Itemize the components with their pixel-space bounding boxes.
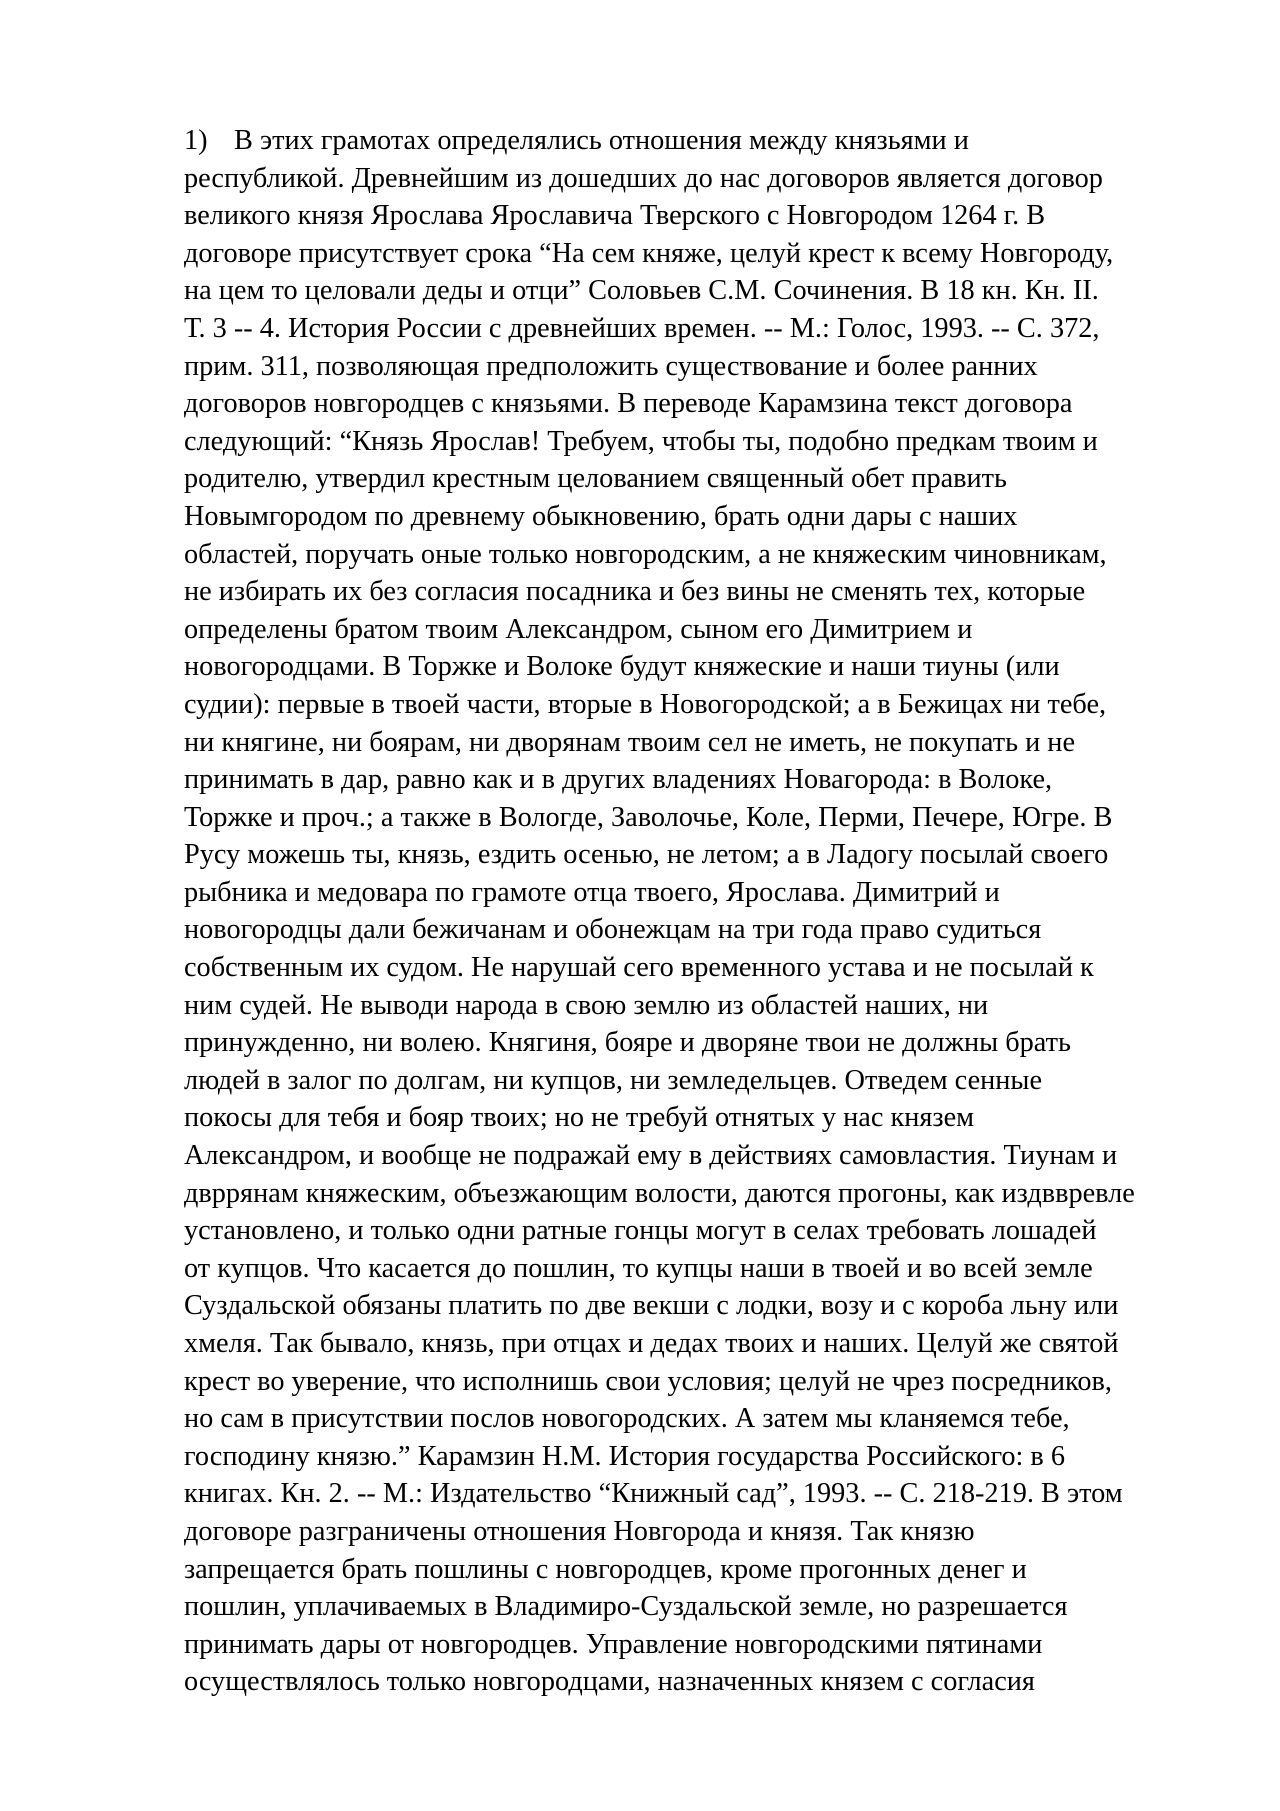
text-line: от купцов. Что касается до пошлин, то купцы наши в твоей и во всей земле	[184, 1252, 1093, 1284]
text-line: Суздальской обязаны платить по две векши с лодки, возу и с короба льну или	[184, 1290, 1119, 1322]
text-line: книгах. Кн. 2. -- М.: Издательство “Книжный сад”, 1993. -- С. 218-219. В этом	[184, 1478, 1123, 1510]
text-line: собственным их судом. Не нарушай сего временного устава и не посылай к	[184, 952, 1094, 984]
text-line: республикой. Древнейшим из дошедших до нас договоров является договор	[184, 162, 1103, 194]
text-line: судии): первые в твоей части, вторые в Новогородской; а в Бежицах ни тебе,	[184, 688, 1107, 720]
text-line: покосы для тебя и бояр твоих; но не требуй отнятых у нас князем	[184, 1102, 975, 1134]
footnote-paragraph	[184, 122, 1196, 1701]
text-line: ни княгине, ни боярам, ни дворянам твоим сел не иметь, не покупать и не	[184, 726, 1076, 758]
text-line: принимать в дар, равно как и в других владениях Новагорода: в Волоке,	[184, 764, 1053, 796]
list-marker: 1)	[184, 125, 208, 156]
text-line: Новымгородом по древнему обыкновению, брать одни дары с наших	[184, 500, 1018, 532]
text-line: договоров новгородцев с князьями. В переводе Карамзина текст договора	[184, 388, 1073, 420]
text-line: господину князю.” Карамзин Н.М. История государства Российского: в 6	[184, 1440, 1066, 1472]
text-line: великого князя Ярослава Ярославича Тверского с Новгородом 1264 г. В	[184, 200, 1046, 232]
text-line: пошлин, уплачиваемых в Владимиро-Суздальской земле, но разрешается	[184, 1591, 1068, 1623]
text-line: запрещается брать пошлины с новгородцев, кроме прогонных денег и	[184, 1553, 1027, 1585]
text-line: двррянам княжеским, объезжающим волости, даются прогоны, как издввревле	[184, 1177, 1135, 1209]
text-line: областей, поручать оные только новгородским, а не княжеским чиновникам,	[184, 538, 1107, 570]
text-line: осуществлялось только новгородцами, назначенных князем с согласия	[184, 1666, 1035, 1698]
line-text: В этих грамотах определялись отношения между князьями и	[234, 125, 969, 156]
text-line: договоре присутствует срока “На сем княже, целуй крест к всему Новгороду,	[184, 237, 1114, 269]
text-line: на цем то целовали деды и отци” Соловьев С.М. Сочинения. В 18 кн. Кн. II.	[184, 275, 1099, 307]
text-line: принужденно, ни волею. Княгиня, бояре и дворяне твои не должны брать	[184, 1027, 1071, 1059]
text-line: прим. 311, позволяющая предположить существование и более ранних	[184, 350, 1038, 382]
text-line: Русу можешь ты, князь, ездить осенью, не летом; а в Ладогу посылай своего	[184, 839, 1109, 871]
text-line: Александром, и вообще не подражай ему в действиях самовластия. Тиунам и	[184, 1140, 1118, 1172]
text-line: рыбника и медовара по грамоте отца твоего, Ярослава. Димитрий и	[184, 876, 1000, 908]
text-line: хмеля. Так бывало, князь, при отцах и дедах твоих и наших. Целуй же святой	[184, 1328, 1119, 1359]
text-line: следующий: “Князь Ярослав! Требуем, чтобы ты, подобно предкам твоим и	[184, 425, 1098, 457]
text-line: ним судей. Не выводи народа в свою землю из областей наших, ни	[184, 989, 989, 1021]
text-line: определены братом твоим Александром, сыном его Димитрием и	[184, 613, 973, 645]
text-line: Торжке и проч.; а также в Вологде, Заволочье, Коле, Перми, Печере, Югре. В	[184, 801, 1113, 833]
text-line: установлено, и только одни ратные гонцы могут в селах требовать лошадей	[184, 1215, 1097, 1247]
text-line: новогородцами. В Торжке и Волоке будут княжеские и наши тиуны (или	[184, 651, 1060, 683]
text-line: Т. 3 -- 4. История России с древнейших времен. -- М.: Голос, 1993. -- С. 372,	[184, 312, 1100, 344]
text-line: новогородцы дали бежичанам и обонежцам на три года право судиться	[184, 914, 1042, 946]
text-line: родителю, утвердил крестным целованием священный обет править	[184, 463, 1007, 495]
text-line: принимать дары от новгородцев. Управление новгородскими пятинами	[184, 1628, 1043, 1660]
text-line: людей в залог по долгам, ни купцов, ни земледельцев. Отведем сенные	[184, 1064, 1042, 1096]
text-line: не избирать их без согласия посадника и без вины не сменять тех, которые	[184, 576, 1086, 608]
text-line	[184, 122, 1196, 160]
text-line: крест во уверение, что исполнишь свои условия; целуй не чрез посредников,	[184, 1365, 1112, 1397]
text-line: но сам в присутствии послов новогородских. А затем мы кланяемся тебе,	[184, 1403, 1070, 1435]
text-line: договоре разграничены отношения Новгорода и князя. Так князю	[184, 1515, 975, 1547]
